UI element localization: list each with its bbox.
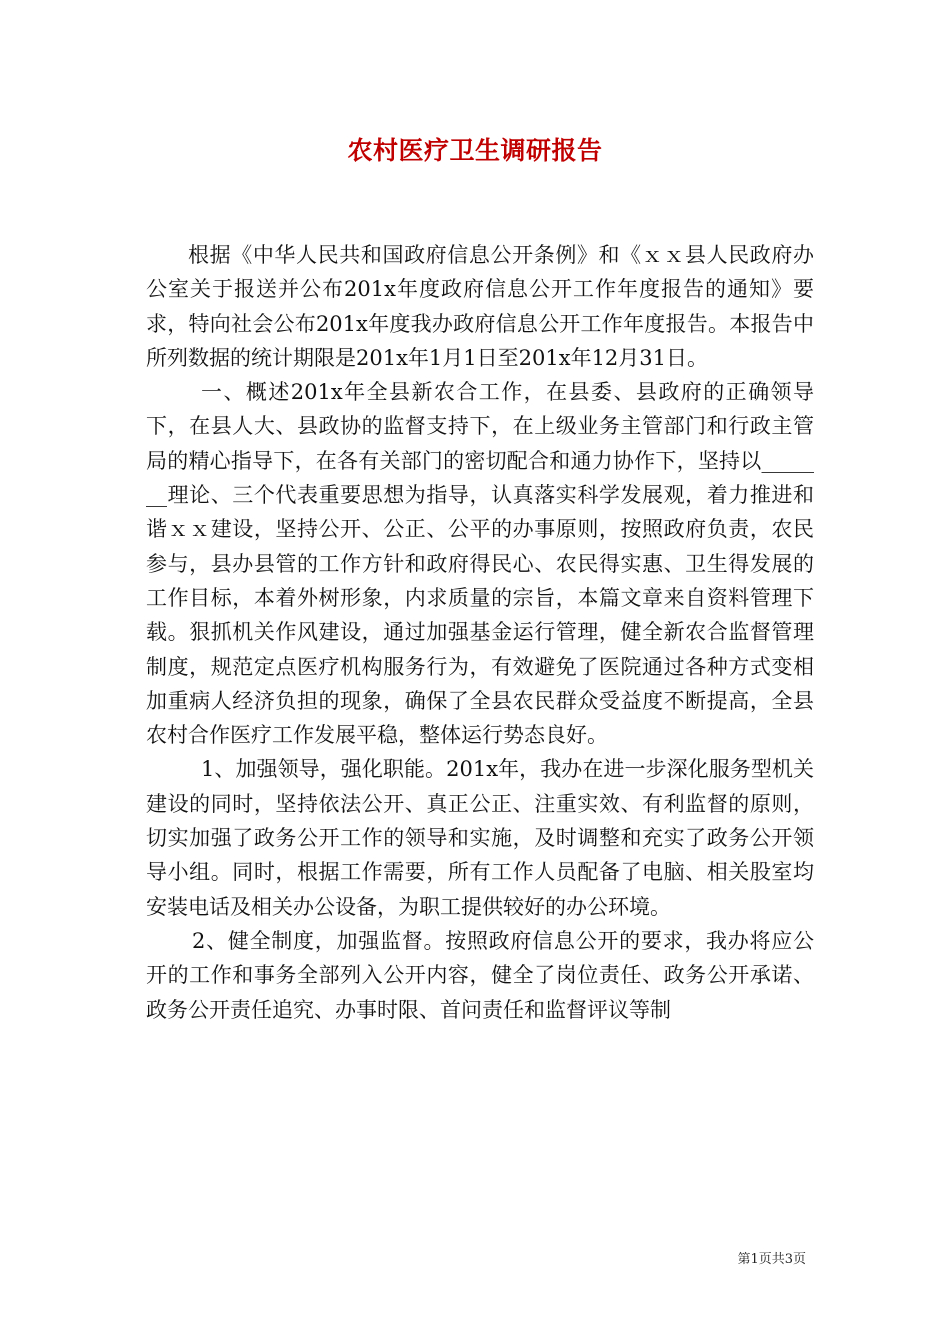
paragraph-leadership: 1、加强领导，强化职能。201x年，我办在进一步深化服务型机关建设的同时，坚持依法公开、真正公正、注重实效、有利监督的原则，切实加强了政务公开工作的领导和实施，及时调整和充实了政务公开领导小组。同时，根据工作需要，所有工作人员配备了电脑、相关股室均安装电话及相关办公设备，为职工提供较好的办公环境。	[146, 757, 814, 919]
paragraph-intro: 根据《中华人民共和国政府信息公开条例》和《ｘｘ县人民政府办公室关于报送并公布201x年度政府信息公开工作年度报告的通知》要求，特向社会公布201x年度我办政府信息公开工作年度报告。本报告中所列数据的统计期限是201x年1月1日至201x年12月31日。	[146, 243, 814, 370]
page-number: 第1页共3页	[737, 1252, 806, 1267]
paragraph-overview: 一、概述201x年全县新农合工作，在县委、县政府的正确领导下，在县人大、县政协的监督支持下，在上级业务主管部门和行政主管局的精心指导下，在各有关部门的密切配合和通力协作下，坚持以_______理论、三个代表重要思想为指导，认真落实科学发展观，着力推进和谐ｘｘ建设，坚持公开、公正、公平的办事原则，按照政府负责，农民参与，县办县管的工作方针和政府得民心、农民得实惠、卫生得发展的工作目标，本着外树形象，内求质量的宗旨，本篇文章来自资料管理下载。狠抓机关作风建设，通过加强基金运行管理，健全新农合监督管理制度，规范定点医疗机构服务行为，有效避免了医院通过各种方式变相加重病人经济负担的现象，确保了全县农民群众受益度不断提高，全县农村合作医疗工作发展平稳，整体运行势态良好。	[146, 380, 814, 748]
document-title: 农村医疗卫生调研报告	[347, 136, 603, 165]
document-body	[146, 238, 814, 1027]
paragraph-system: 2、健全制度，加强监督。按照政府信息公开的要求，我办将应公开的工作和事务全部列入公开内容，健全了岗位责任、政务公开承诺、政务公开责任追究、办事时限、首问责任和监督评议等制	[146, 928, 814, 1022]
